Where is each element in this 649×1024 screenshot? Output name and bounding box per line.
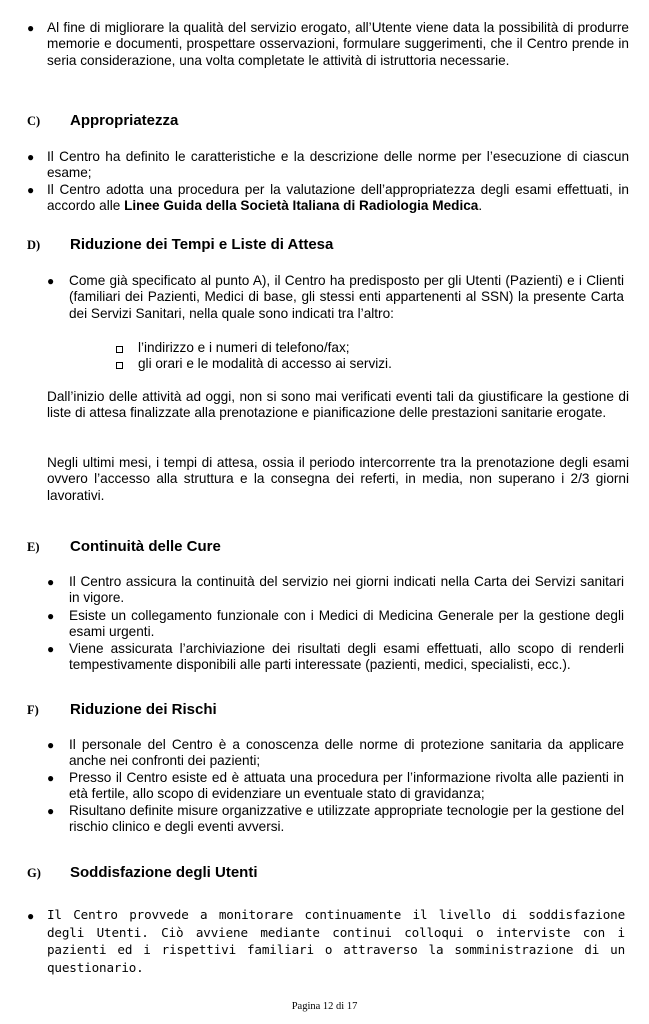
section-c-bullet-2 xyxy=(47,182,629,215)
bullet-dot: ● xyxy=(27,909,35,923)
section-d-sub-2: gli orari e le modalità di accesso ai servizi. xyxy=(138,356,392,371)
section-e-bullet-3: Viene assicurata l’archiviazione dei risultati degli esami effettuati, allo scopo di renderli tempestivamente disponibili alle parti interessate (pazienti, medici, specialisti, ecc.). xyxy=(69,641,624,673)
page-footer xyxy=(0,1001,649,1012)
section-d-paragraph-2: Negli ultimi mesi, i tempi di attesa, ossia il periodo intercorrente tra la prenotazione degli esami ovvero l’accesso alla struttura e la consegna dei referti, in media, non superano i 2/3 giorni lavorativi. xyxy=(47,455,629,503)
bullet-dot: ● xyxy=(47,804,55,818)
bullet-dot: ● xyxy=(27,183,35,197)
section-title-e: Continuità delle Cure xyxy=(70,538,221,555)
section-c-bullet-2-end: . xyxy=(478,198,483,214)
bullet-dot: ● xyxy=(47,771,55,785)
guidelines-reference: Linee Guida della Società Italiana di Radiologia Medica xyxy=(124,198,479,214)
section-g-bullet-1: Il Centro provvede a monitorare continuamente il livello di soddisfazione degli Utenti. Ciò avviene mediante continui colloqui o interviste con i pazienti ed i rispettivi familiari o attraverso la somministrazione di un questionario. xyxy=(47,907,625,975)
checkbox-square-icon xyxy=(116,346,123,353)
section-d-paragraph-1: Dall’inizio delle attività ad oggi, non si sono mai verificati eventi tali da giustificare la gestione di liste di attesa finalizzate alla prenotazione e pianificazione delle prestazioni sanitarie erogate. xyxy=(47,389,629,421)
bullet-dot: ● xyxy=(47,575,55,589)
section-title-c: Appropriatezza xyxy=(70,112,179,129)
section-e-bullet-2: Esiste un collegamento funzionale con i Medici di Medicina Generale per la gestione degli esami urgenti. xyxy=(69,608,624,640)
bullet-dot: ● xyxy=(47,274,55,288)
section-d-bullet-1: Come già specificato al punto A), il Centro ha predisposto per gli Utenti (Pazienti) e i Clienti (familiari dei Pazienti, Medici di base, gli stessi enti appartenenti al SSN) la presente Carta dei Servizi Sanitari, nella quale sono indicati tra l’altro: xyxy=(69,273,624,321)
section-d-sub-1: l’indirizzo e i numeri di telefono/fax; xyxy=(138,340,350,355)
section-c-bullet-1: Il Centro ha definito le caratteristiche e la descrizione delle norme per l’esecuzione di ciascun esame; xyxy=(47,149,629,181)
section-e-bullet-1: Il Centro assicura la continuità del servizio nei giorni indicati nella Carta dei Servizi sanitari in vigore. xyxy=(69,574,624,606)
checkbox-square-icon xyxy=(116,362,123,369)
section-letter-e: E) xyxy=(27,540,40,554)
bullet-dot: ● xyxy=(47,609,55,623)
bullet-dot: ● xyxy=(27,150,35,164)
footer-of-label: di xyxy=(336,1001,345,1012)
section-letter-c: C) xyxy=(27,114,41,128)
section-title-f: Riduzione dei Rischi xyxy=(70,701,217,718)
section-title-g: Soddisfazione degli Utenti xyxy=(70,864,258,881)
section-title-d: Riduzione dei Tempi e Liste di Attesa xyxy=(70,236,334,253)
section-letter-f: F) xyxy=(27,703,39,717)
bullet-dot: ● xyxy=(27,21,35,35)
section-letter-d: D) xyxy=(27,238,41,252)
bullet-dot: ● xyxy=(47,642,55,656)
section-c-bullet-2-text: Il Centro adotta una procedura per la valutazione dell’appropriatezza degli esami effettuati, in accordo alle xyxy=(47,182,629,214)
section-f-bullet-3: Risultano definite misure organizzative e utilizzate appropriate tecnologie per la gestione del rischio clinico e degli eventi avversi. xyxy=(69,803,624,835)
section-letter-g: G) xyxy=(27,866,41,880)
section-f-bullet-1: Il personale del Centro è a conoscenza delle norme di protezione sanitaria da applicare anche nei confronti dei pazienti; xyxy=(69,737,624,769)
footer-page-number: 12 xyxy=(322,1001,334,1012)
footer-page-label: Pagina xyxy=(291,1001,321,1012)
section-f-bullet-2: Presso il Centro esiste ed è attuata una procedura per l’informazione rivolta alle pazienti in età fertile, allo scopo di evidenziare un eventuale stato di gravidanza; xyxy=(69,770,624,802)
bullet-dot: ● xyxy=(47,738,55,752)
intro-paragraph: Al fine di migliorare la qualità del servizio erogato, all’Utente viene data la possibilità di produrre memorie e documenti, prospettare osservazioni, formulare suggerimenti, che il Centro prende in seria considerazione, una volta completate le attività di istruttoria necessarie. xyxy=(47,20,629,68)
footer-total-pages: 17 xyxy=(346,1001,358,1012)
